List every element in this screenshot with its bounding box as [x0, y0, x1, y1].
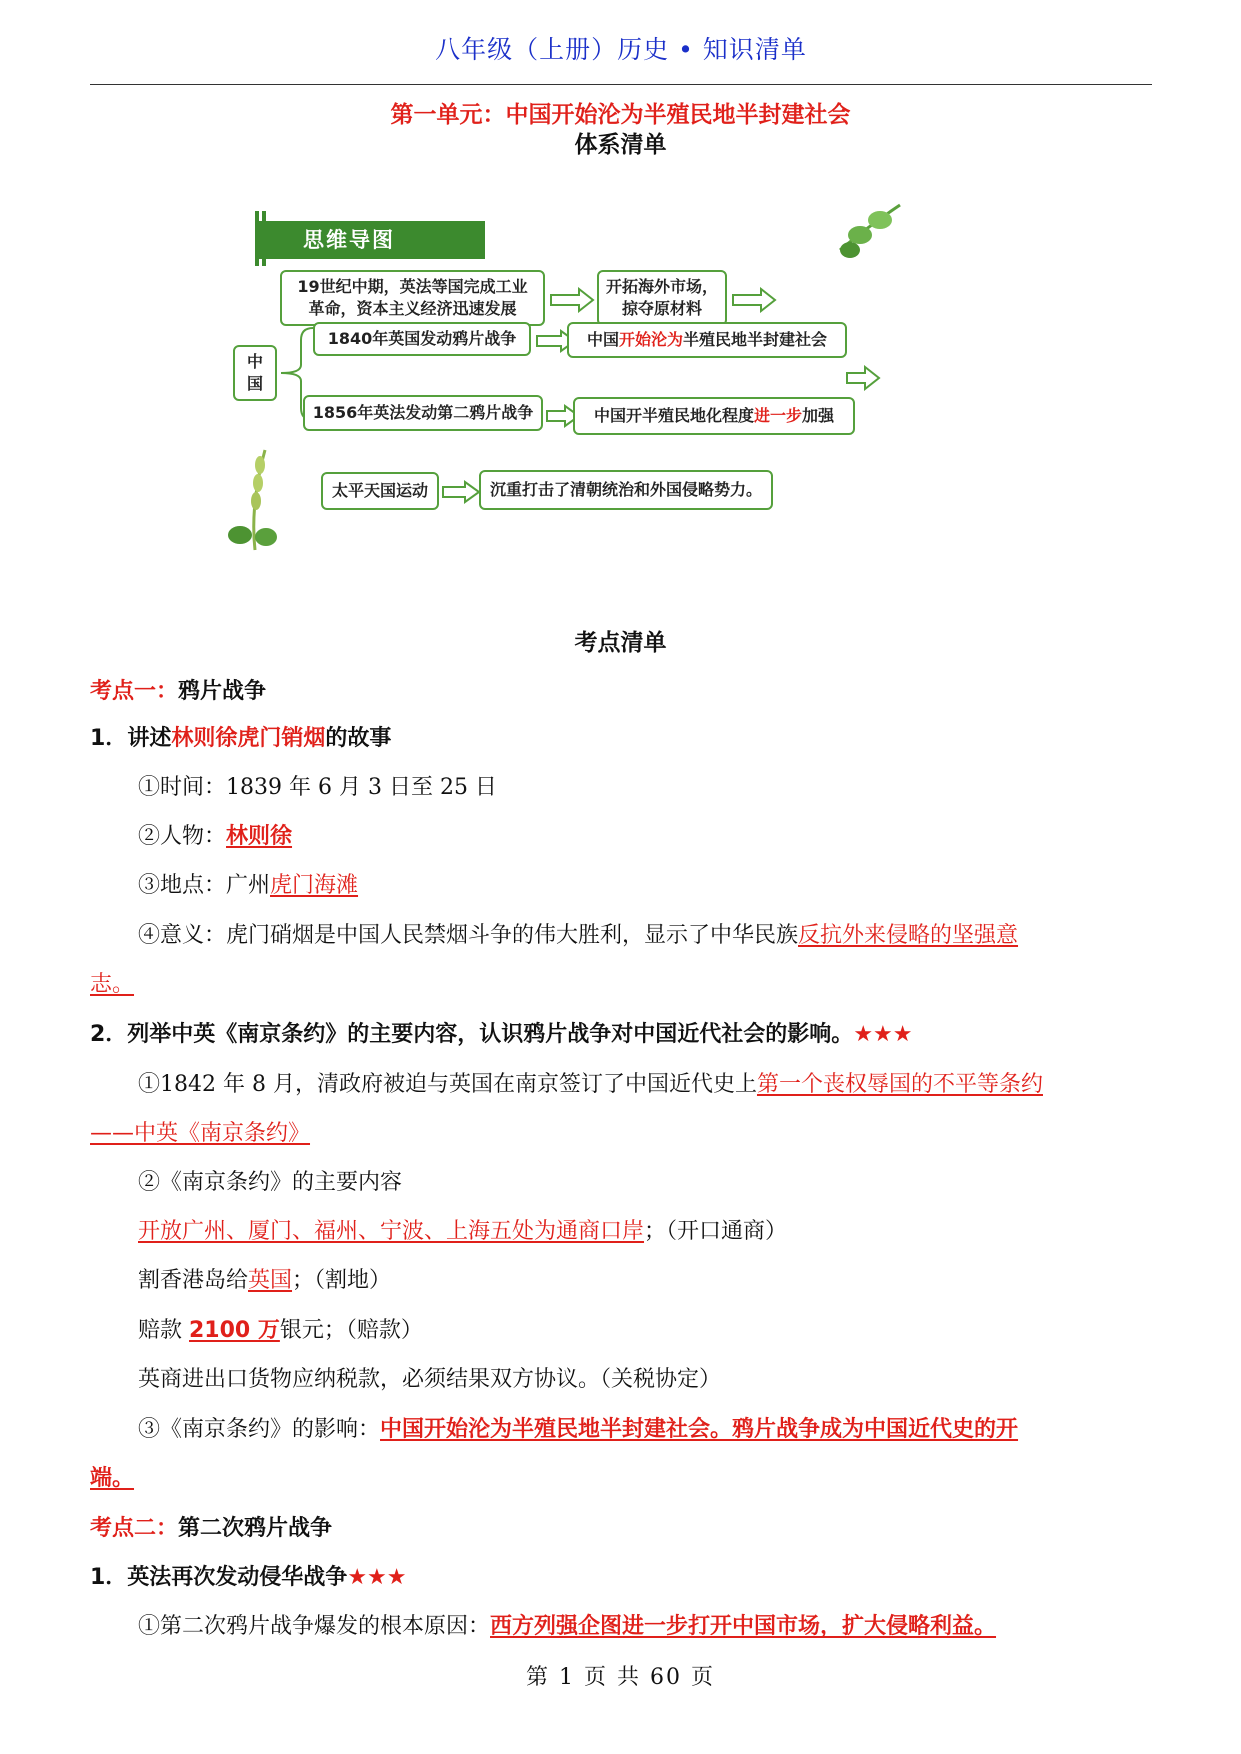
war2-result-c: 加强: [802, 406, 835, 425]
unit-title: 第一单元：中国开始沦为半殖民地半封建社会: [390, 102, 851, 128]
expansion-box: [597, 270, 727, 326]
p3-hl2: 端。: [90, 1466, 135, 1491]
header-title: 八年级（上册）历史 • 知识清单: [435, 35, 807, 64]
expansion-line-1: 开拓海外市场，: [605, 277, 718, 296]
c2-post: ；（割地）: [292, 1268, 392, 1293]
c3-pre: 赔款: [138, 1318, 189, 1343]
taiping-result-box: 沉重打击了清朝统治和外国侵略势力。: [479, 470, 773, 510]
wheat-icon: [220, 445, 290, 555]
item2-p3-cont: [90, 1457, 1152, 1501]
item2-c1: [138, 1210, 1200, 1254]
p1-hl2: ——中英《南京条约》: [90, 1121, 311, 1146]
item1-hl: 林则徐虎门销烟: [171, 726, 326, 751]
opium-war-result-box: [567, 322, 847, 358]
c2-pre: 割香港岛给: [138, 1268, 249, 1293]
taiping-box: 太平天国运动: [321, 472, 439, 510]
item1-post: 的故事: [325, 726, 392, 751]
item1-time: ①时间：1839 年 6 月 3 日至 25 日: [138, 775, 497, 800]
china-line-2: 国: [246, 374, 263, 393]
arrow-right-icon: [731, 287, 777, 313]
item1-heading: [90, 717, 1152, 761]
china-line-1: 中: [246, 352, 263, 371]
expansion-line-2: 掠夺原材料: [621, 299, 702, 318]
c2-hl: 英国: [248, 1268, 293, 1293]
item1-pre: 讲述: [127, 726, 172, 751]
war1-result-b: 开始沦为: [618, 330, 683, 349]
meaning-hl2: 志。: [90, 972, 135, 997]
kp2-label: 考点二：: [90, 1516, 179, 1541]
page-footer: 第 1 页 共 60 页: [526, 1665, 715, 1690]
item3-p1: [138, 1605, 1200, 1649]
second-opium-war-box: 1856年英法发动第二鸦片战争: [303, 395, 543, 431]
c3-hl: 2100 万: [189, 1318, 280, 1343]
c1-hl: 开放广州、厦门、福州、宁波、上海五处为通商口岸: [138, 1219, 645, 1244]
item2-p1-cont: [90, 1112, 1152, 1156]
cause-line-2: 革命，资本主义经济迅速发展: [308, 299, 517, 318]
p3-pre: ③《南京条约》的影响：: [138, 1417, 381, 1442]
item2-c2: [138, 1259, 1200, 1303]
item2-c3: [138, 1309, 1200, 1353]
second-war-result-box: [573, 397, 855, 435]
kp2-heading: [90, 1507, 1152, 1551]
kp1-heading: [90, 670, 1152, 714]
system-list-heading: 体系清单: [574, 132, 667, 158]
place-pre: ③地点：广州: [138, 873, 271, 898]
c3-post: 银元；（赔款）: [279, 1318, 423, 1343]
kp1-label: 考点一：: [90, 679, 179, 704]
item1-num: 1．: [90, 726, 128, 751]
item3-p1-pre: ①第二次鸦片战争爆发的根本原因：: [138, 1614, 491, 1639]
china-box: [233, 345, 277, 401]
leaf-icon: [830, 195, 910, 265]
item2-heading: [90, 1013, 1152, 1057]
cause-box: [280, 270, 545, 326]
mind-map: [245, 205, 1005, 615]
item1-meaning: [138, 914, 1200, 958]
item1-place: [138, 864, 1200, 908]
item3-p1-hl: 西方列强企图进一步打开中国市场，扩大侵略利益。: [490, 1614, 997, 1639]
item3-heading: [90, 1556, 1152, 1600]
arrow-right-icon: [845, 365, 881, 391]
arrow-right-icon: [441, 480, 481, 504]
war1-result-a: 中国: [586, 330, 619, 349]
item1-meaning-cont: [90, 963, 1152, 1007]
exam-list-heading: 考点清单: [574, 630, 667, 656]
item2-p1: [138, 1063, 1200, 1107]
p1-pre: ①1842 年 8 月，清政府被迫与英国在南京签订了中国近代史上: [138, 1072, 757, 1097]
c1-post: ；（开口通商）: [644, 1219, 788, 1244]
kp2-title: 第二次鸦片战争: [178, 1516, 333, 1541]
kp1-title: 鸦片战争: [178, 679, 267, 704]
p3-hl1: 中国开始沦为半殖民地半封建社会。鸦片战争成为中国近代史的开: [380, 1417, 1019, 1442]
star-icon: ★★★: [347, 1565, 407, 1590]
war1-result-c: 半殖民地半封建社会: [683, 330, 828, 349]
item2-p2: ②《南京条约》的主要内容: [138, 1170, 403, 1195]
item2-p3: [138, 1408, 1200, 1452]
arrow-right-icon: [549, 287, 595, 313]
person-hl: 林则徐: [226, 824, 293, 849]
item2-c4: 英商进出口货物应纳税款，必须结果双方协议。（关税协定）: [138, 1367, 722, 1392]
meaning-hl1: 反抗外来侵略的坚强意: [798, 923, 1019, 948]
page-header: [90, 30, 1152, 85]
person-pre: ②人物：: [138, 824, 227, 849]
opium-war-box: 1840年英国发动鸦片战争: [313, 322, 531, 356]
item3-title: 1．英法再次发动侵华战争: [90, 1565, 348, 1590]
war2-result-b: 进一步: [753, 406, 802, 425]
item2-title: 2．列举中英《南京条约》的主要内容，认识鸦片战争对中国近代社会的影响。: [90, 1022, 854, 1047]
war2-result-a: 中国开半殖民地化程度: [593, 406, 754, 425]
p1-hl1: 第一个丧权辱国的不平等条约: [756, 1072, 1043, 1097]
star-icon: ★★★: [853, 1022, 913, 1047]
item1-person: [138, 815, 1200, 859]
meaning-pre: ④意义：虎门硝烟是中国人民禁烟斗争的伟大胜利，显示了中华民族: [138, 923, 799, 948]
cause-line-1: 19世纪中期，英法等国完成工业: [297, 277, 528, 296]
mindmap-banner: 思维导图: [255, 221, 485, 259]
place-hl: 虎门海滩: [270, 873, 359, 898]
